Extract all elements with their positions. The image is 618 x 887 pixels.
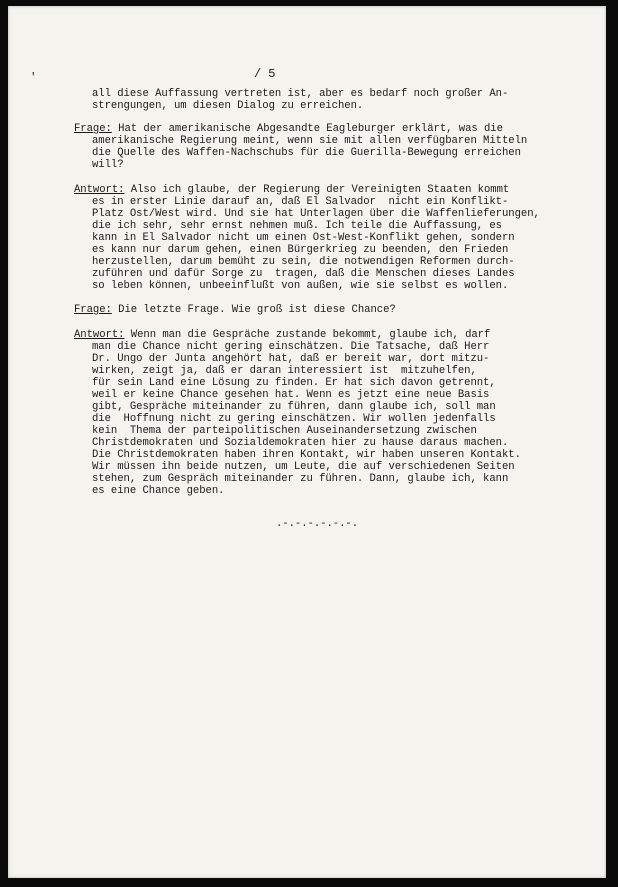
text-line: für sein Land eine Lösung zu finden. Er hat sich davon getrennt,	[92, 377, 496, 389]
question-text: Die letzte Frage. Wie groß ist diese Chance?	[111, 304, 396, 316]
text-line: die ich sehr, sehr ernst nehmen muß. Ich teile die Auffassung, es	[92, 220, 502, 232]
question-label: Frage:	[74, 123, 112, 135]
text-line: wirken, zeigt ja, daß er daran interessiert ist mitzuhelfen,	[92, 365, 477, 377]
document-page	[8, 6, 606, 878]
text-line: Dr. Ungo der Junta angehört hat, daß er bereit war, dort mitzu-	[92, 353, 490, 365]
text-line: Die Christdemokraten haben ihren Kontakt, wir haben unseren Kontakt.	[92, 449, 521, 461]
answer-text: Wenn man die Gespräche zustande bekommt, glaube ich, darf	[124, 329, 491, 341]
text-line: es kann nur darum gehen, einen Bürgerkrieg zu beenden, den Frieden	[92, 244, 509, 256]
text-line: kann in El Salvador nicht um einen Ost-West-Konflikt gehen, sondern	[92, 232, 515, 244]
text-line: Wir müssen ihn beide nutzen, um Leute, die auf verschiedenen Seiten	[92, 461, 515, 473]
margin-mark: '	[30, 72, 37, 84]
text-line: Christdemokraten und Sozialdemokraten hier zu hause daraus machen.	[92, 437, 509, 449]
text-line: all diese Auffassung vertreten ist, aber es bedarf noch großer An-	[92, 88, 509, 100]
text-line: so leben können, unbeeinflußt von außen, wie sie selbst es wollen.	[92, 280, 509, 292]
text-line: die Quelle des Waffen-Nachschubs für die Guerilla-Bewegung erreichen	[92, 147, 521, 159]
question-line	[74, 304, 396, 316]
question-line	[74, 123, 503, 135]
text-line: kein Thema der parteipolitischen Auseinandersetzung zwischen	[92, 425, 477, 437]
answer-line	[74, 329, 490, 341]
text-line: gibt, Gespräche miteinander zu führen, dann glaube ich, soll man	[92, 401, 496, 413]
answer-label: Antwort:	[74, 184, 125, 196]
text-line: man die Chance nicht gering einschätzen. Die Tatsache, daß Herr	[92, 341, 490, 353]
question-text: Hat der amerikanische Abgesandte Eagleburger erklärt, was die	[111, 123, 503, 135]
text-line: strengungen, um diesen Dialog zu erreichen.	[92, 100, 364, 112]
end-mark: .-.-.-.-.-.-.	[276, 518, 358, 530]
text-line: amerikanische Regierung meint, wenn sie mit allen verfügbaren Mitteln	[92, 135, 528, 147]
text-line: die Hoffnung nicht zu gering einschätzen. Wir wollen jedenfalls	[92, 413, 496, 425]
text-line: es eine Chance geben.	[92, 485, 225, 497]
answer-text: Also ich glaube, der Regierung der Vereinigten Staaten kommt	[124, 184, 510, 196]
text-line: stehen, zum Gespräch miteinander zu führen. Dann, glaube ich, kann	[92, 473, 509, 485]
text-line: zuführen und dafür Sorge zu tragen, daß die Menschen dieses Landes	[92, 268, 515, 280]
page-number: / 5	[254, 67, 276, 81]
text-line: es in erster Linie darauf an, daß El Salvador nicht ein Konflikt-	[92, 196, 509, 208]
text-line: Platz Ost/West wird. Und sie hat Unterlagen über die Waffenlieferungen,	[92, 208, 540, 220]
text-line: weil er keine Chance gesehen hat. Wenn es jetzt eine neue Basis	[92, 389, 490, 401]
answer-line	[74, 184, 509, 196]
text-line: herzustellen, darum bemüht zu sein, die notwendigen Reformen durch-	[92, 256, 515, 268]
answer-label: Antwort:	[74, 329, 125, 341]
question-label: Frage:	[74, 304, 112, 316]
text-line: will?	[92, 159, 124, 171]
